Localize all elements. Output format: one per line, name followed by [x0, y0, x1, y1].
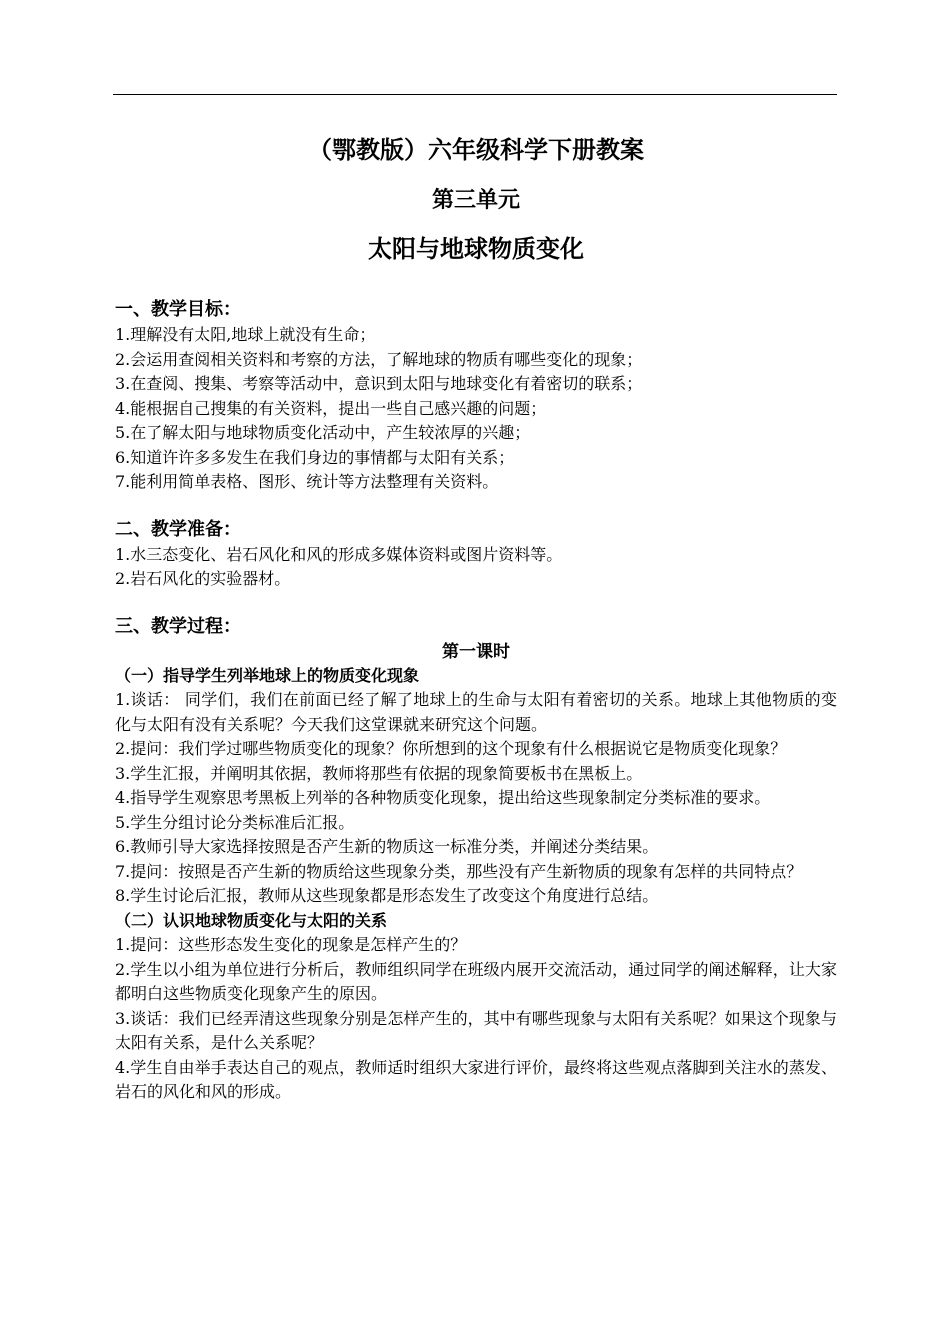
- goal-item: 5.在了解太阳与地球物质变化活动中，产生较浓厚的兴趣；: [115, 423, 531, 442]
- goal-item: 3.在查阅、搜集、考察等活动中，意识到太阳与地球变化有着密切的联系；: [115, 374, 643, 393]
- header-rule: [113, 94, 837, 95]
- part2-item: 2.学生以小组为单位进行分析后，教师组织同学在班级内展开交流活动，通过同学的阐述解释，让大家都明白这些物质变化现象产生的原因。: [115, 959, 837, 1003]
- document-body: [115, 297, 837, 1105]
- document-title: （鄂教版）六年级科学下册教案: [308, 136, 644, 164]
- part1-item: 5.学生分组讨论分类标准后汇报。: [115, 812, 355, 832]
- goal-item: 1.理解没有太阳,地球上就没有生命；: [115, 325, 376, 344]
- part1-item: 4.指导学生观察思考黑板上列举的各种物质变化现象，提出给这些现象制定分类标准的要求。: [115, 788, 771, 807]
- prep-heading: 二、教学准备：: [115, 518, 241, 540]
- part1-item: 2.提问：我们学过哪些物质变化的现象？你所想到的这个现象有什么根据说它是物质变化现象？: [115, 739, 787, 758]
- part2-item: 4.学生自由举手表达自己的观点，教师适时组织大家进行评价，最终将这些观点落脚到关注水的蒸发、岩石的风化和风的形成。: [115, 1057, 837, 1101]
- process-heading: 三、教学过程：: [115, 615, 241, 637]
- part1-item: 6.教师引导大家选择按照是否产生新的物质这一标准分类，并阐述分类结果。: [115, 837, 659, 856]
- unit-title: 第三单元: [431, 188, 520, 213]
- part1-title: （一）指导学生列举地球上的物质变化现象: [115, 665, 420, 685]
- part2-title: （二）认识地球物质变化与太阳的关系: [115, 910, 388, 930]
- part1-item: 3.学生汇报，并阐明其依据，教师将那些有依据的现象简要板书在黑板上。: [115, 763, 643, 783]
- part2-item: 3.谈话：我们已经弄清这些现象分别是怎样产生的，其中有哪些现象与太阳有关系呢？如果这个现象与太阳有关系，是什么关系呢？: [115, 1008, 837, 1052]
- goals-heading: 一、教学目标：: [115, 299, 241, 320]
- goal-item: 2.会运用查阅相关资料和考察的方法，了解地球的物质有哪些变化的现象；: [115, 349, 643, 369]
- part2-item: 1.提问：这些形态发生变化的现象是怎样产生的？: [115, 935, 467, 954]
- prep-item: 2.岩石风化的实验器材。: [115, 569, 291, 588]
- lesson-title: 太阳与地球物质变化: [368, 235, 584, 263]
- goal-item: 6.知道许许多多发生在我们身边的事情都与太阳有关系；: [115, 447, 515, 467]
- part1-item: 8.学生讨论后汇报，教师从这些现象都是形态发生了改变这个角度进行总结。: [115, 886, 659, 905]
- lesson-period-label: 第一课时: [442, 641, 510, 662]
- goal-item: 4.能根据自己搜集的有关资料，提出一些自己感兴趣的问题；: [115, 398, 547, 418]
- goal-item: 7.能利用简单表格、图形、统计等方法整理有关资料。: [115, 472, 499, 491]
- part1-item: 7.提问：按照是否产生新的物质给这些现象分类，那些没有产生新物质的现象有怎样的共同特点？: [115, 861, 803, 881]
- prep-item: 1.水三态变化、岩石风化和风的形成多媒体资料或图片资料等。: [115, 544, 563, 564]
- part1-item: 1.谈话： 同学们，我们在前面已经了解了地球上的生命与太阳有着密切的关系。地球上其他物质的变化与太阳有没有关系呢？今天我们这堂课就来研究这个问题。: [115, 690, 837, 734]
